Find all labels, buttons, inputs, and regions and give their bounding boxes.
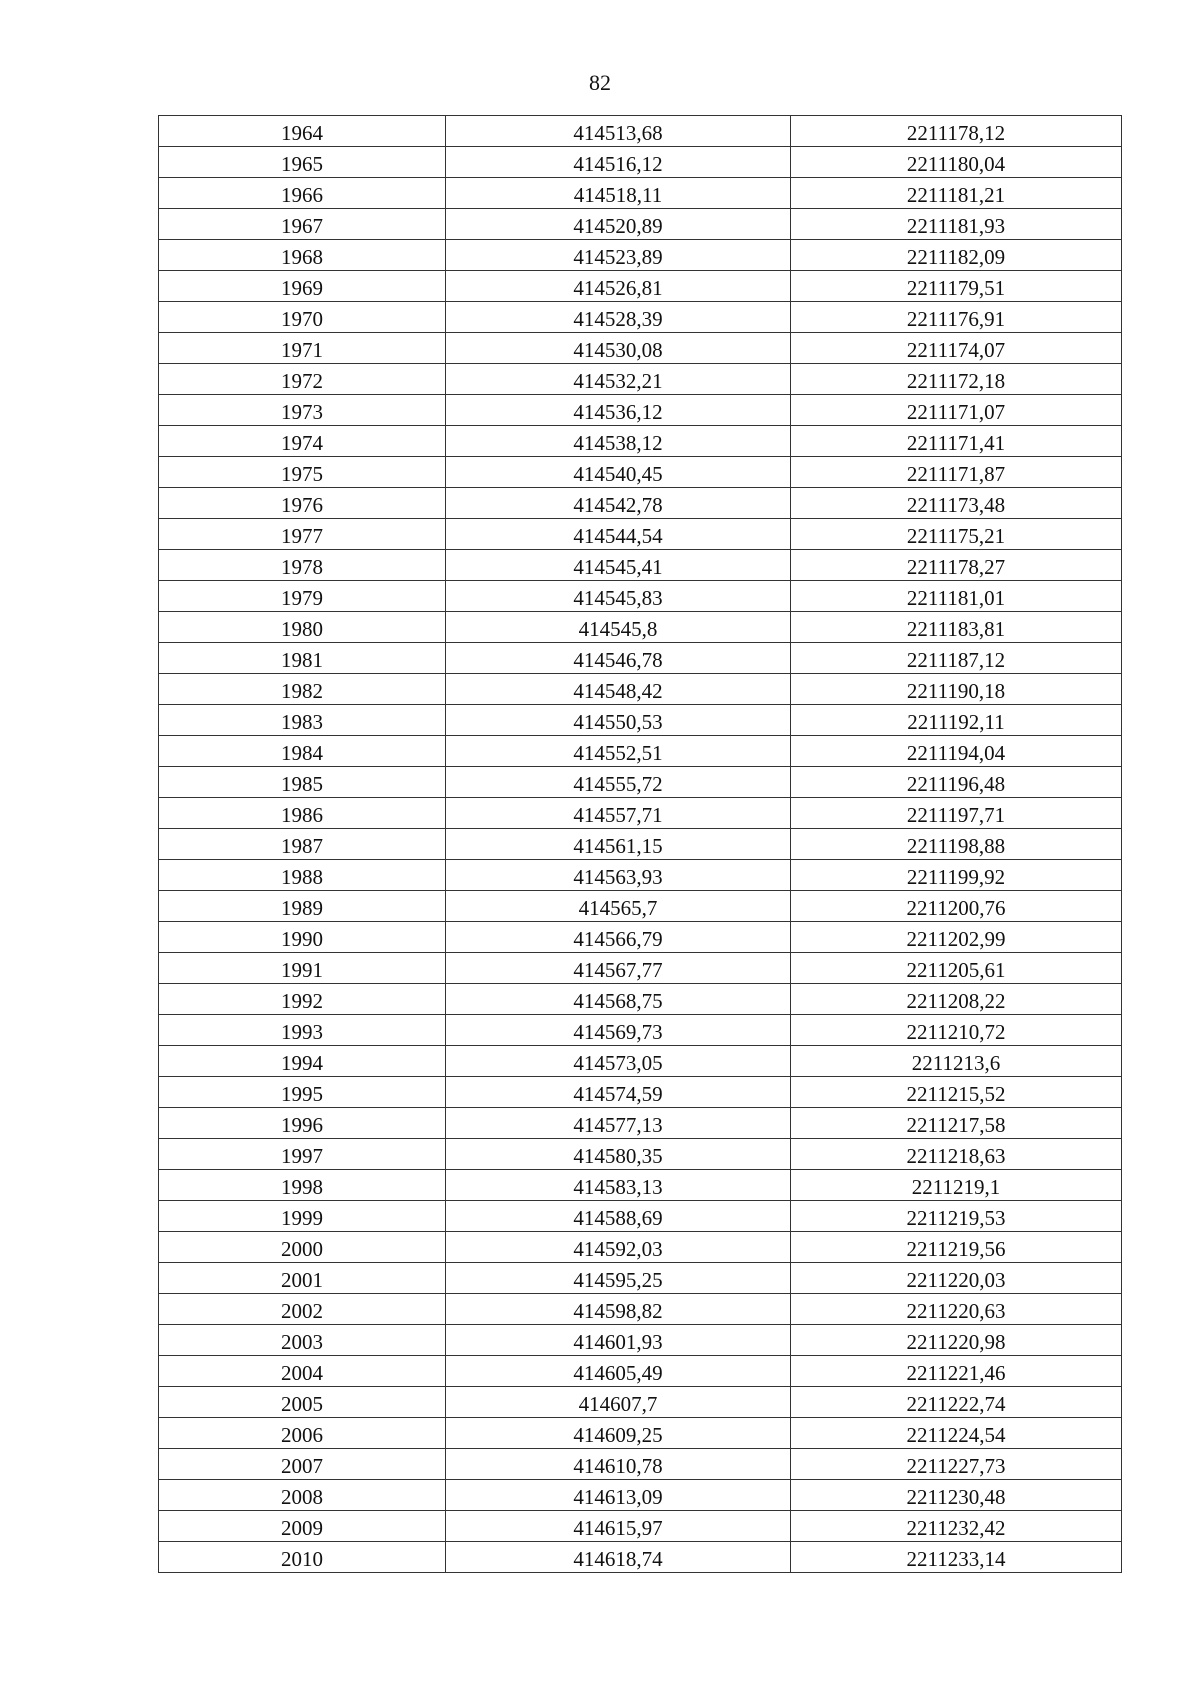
table-row: [159, 1108, 1122, 1139]
table-row: [159, 1263, 1122, 1294]
point-number-cell: 1983: [159, 705, 446, 736]
x-coordinate-cell: 414567,77: [446, 953, 791, 984]
x-coordinate-cell: 414580,35: [446, 1139, 791, 1170]
y-coordinate-cell: 2211220,63: [791, 1294, 1122, 1325]
point-number-cell: 1984: [159, 736, 446, 767]
point-number-cell: 1969: [159, 271, 446, 302]
point-number-cell: 2006: [159, 1418, 446, 1449]
table-row: [159, 1418, 1122, 1449]
y-coordinate-cell: 2211174,07: [791, 333, 1122, 364]
table-row: [159, 798, 1122, 829]
y-coordinate-cell: 2211205,61: [791, 953, 1122, 984]
point-number-cell: 1996: [159, 1108, 446, 1139]
x-coordinate-cell: 414569,73: [446, 1015, 791, 1046]
x-coordinate-cell: 414532,21: [446, 364, 791, 395]
x-coordinate-cell: 414530,08: [446, 333, 791, 364]
table-row: [159, 1077, 1122, 1108]
x-coordinate-cell: 414607,7: [446, 1387, 791, 1418]
point-number-cell: 1982: [159, 674, 446, 705]
table-row: [159, 1294, 1122, 1325]
x-coordinate-cell: 414592,03: [446, 1232, 791, 1263]
x-coordinate-cell: 414610,78: [446, 1449, 791, 1480]
point-number-cell: 2010: [159, 1542, 446, 1573]
x-coordinate-cell: 414542,78: [446, 488, 791, 519]
y-coordinate-cell: 2211196,48: [791, 767, 1122, 798]
point-number-cell: 1987: [159, 829, 446, 860]
table-row: [159, 1201, 1122, 1232]
y-coordinate-cell: 2211198,88: [791, 829, 1122, 860]
point-number-cell: 1997: [159, 1139, 446, 1170]
y-coordinate-cell: 2211220,03: [791, 1263, 1122, 1294]
x-coordinate-cell: 414523,89: [446, 240, 791, 271]
point-number-cell: 1979: [159, 581, 446, 612]
y-coordinate-cell: 2211179,51: [791, 271, 1122, 302]
y-coordinate-cell: 2211230,48: [791, 1480, 1122, 1511]
table-row: [159, 674, 1122, 705]
table-row: [159, 1325, 1122, 1356]
table-row: [159, 767, 1122, 798]
point-number-cell: 1975: [159, 457, 446, 488]
x-coordinate-cell: 414588,69: [446, 1201, 791, 1232]
y-coordinate-cell: 2211227,73: [791, 1449, 1122, 1480]
y-coordinate-cell: 2211176,91: [791, 302, 1122, 333]
y-coordinate-cell: 2211224,54: [791, 1418, 1122, 1449]
x-coordinate-cell: 414601,93: [446, 1325, 791, 1356]
y-coordinate-cell: 2211190,18: [791, 674, 1122, 705]
y-coordinate-cell: 2211217,58: [791, 1108, 1122, 1139]
y-coordinate-cell: 2211173,48: [791, 488, 1122, 519]
point-number-cell: 1968: [159, 240, 446, 271]
x-coordinate-cell: 414618,74: [446, 1542, 791, 1573]
x-coordinate-cell: 414566,79: [446, 922, 791, 953]
y-coordinate-cell: 2211202,99: [791, 922, 1122, 953]
table-row: [159, 860, 1122, 891]
x-coordinate-cell: 414548,42: [446, 674, 791, 705]
y-coordinate-cell: 2211181,01: [791, 581, 1122, 612]
y-coordinate-cell: 2211213,6: [791, 1046, 1122, 1077]
point-number-cell: 1976: [159, 488, 446, 519]
table-row: [159, 178, 1122, 209]
y-coordinate-cell: 2211219,56: [791, 1232, 1122, 1263]
point-number-cell: 1980: [159, 612, 446, 643]
x-coordinate-cell: 414561,15: [446, 829, 791, 860]
x-coordinate-cell: 414609,25: [446, 1418, 791, 1449]
y-coordinate-cell: 2211171,41: [791, 426, 1122, 457]
x-coordinate-cell: 414538,12: [446, 426, 791, 457]
x-coordinate-cell: 414568,75: [446, 984, 791, 1015]
point-number-cell: 2002: [159, 1294, 446, 1325]
table-row: [159, 1232, 1122, 1263]
y-coordinate-cell: 2211178,12: [791, 116, 1122, 147]
y-coordinate-cell: 2211208,22: [791, 984, 1122, 1015]
point-number-cell: 2001: [159, 1263, 446, 1294]
table-row: [159, 1511, 1122, 1542]
table-row: [159, 550, 1122, 581]
table-row: [159, 519, 1122, 550]
point-number-cell: 1986: [159, 798, 446, 829]
y-coordinate-cell: 2211219,53: [791, 1201, 1122, 1232]
point-number-cell: 1988: [159, 860, 446, 891]
y-coordinate-cell: 2211232,42: [791, 1511, 1122, 1542]
y-coordinate-cell: 2211219,1: [791, 1170, 1122, 1201]
table-row: [159, 1387, 1122, 1418]
y-coordinate-cell: 2211199,92: [791, 860, 1122, 891]
y-coordinate-cell: 2211200,76: [791, 891, 1122, 922]
table-row: [159, 953, 1122, 984]
point-number-cell: 2005: [159, 1387, 446, 1418]
page-number: 82: [589, 70, 611, 95]
point-number-cell: 1967: [159, 209, 446, 240]
table-row: [159, 395, 1122, 426]
table-row: [159, 364, 1122, 395]
table-row: [159, 302, 1122, 333]
y-coordinate-cell: 2211178,27: [791, 550, 1122, 581]
y-coordinate-cell: 2211181,93: [791, 209, 1122, 240]
point-number-cell: 1972: [159, 364, 446, 395]
point-number-cell: 1998: [159, 1170, 446, 1201]
x-coordinate-cell: 414552,51: [446, 736, 791, 767]
point-number-cell: 1989: [159, 891, 446, 922]
point-number-cell: 1995: [159, 1077, 446, 1108]
x-coordinate-cell: 414595,25: [446, 1263, 791, 1294]
x-coordinate-cell: 414520,89: [446, 209, 791, 240]
point-number-cell: 1991: [159, 953, 446, 984]
table-row: [159, 1542, 1122, 1573]
point-number-cell: 2008: [159, 1480, 446, 1511]
x-coordinate-cell: 414545,83: [446, 581, 791, 612]
point-number-cell: 1992: [159, 984, 446, 1015]
y-coordinate-cell: 2211215,52: [791, 1077, 1122, 1108]
point-number-cell: 1990: [159, 922, 446, 953]
point-number-cell: 1981: [159, 643, 446, 674]
table-row: [159, 209, 1122, 240]
table-row: [159, 829, 1122, 860]
x-coordinate-cell: 414546,78: [446, 643, 791, 674]
table-row: [159, 333, 1122, 364]
y-coordinate-cell: 2211183,81: [791, 612, 1122, 643]
y-coordinate-cell: 2211210,72: [791, 1015, 1122, 1046]
x-coordinate-cell: 414573,05: [446, 1046, 791, 1077]
point-number-cell: 2000: [159, 1232, 446, 1263]
table-row: [159, 1170, 1122, 1201]
x-coordinate-cell: 414615,97: [446, 1511, 791, 1542]
point-number-cell: 1965: [159, 147, 446, 178]
point-number-cell: 2007: [159, 1449, 446, 1480]
y-coordinate-cell: 2211181,21: [791, 178, 1122, 209]
x-coordinate-cell: 414545,41: [446, 550, 791, 581]
table-row: [159, 1139, 1122, 1170]
table-row: [159, 891, 1122, 922]
table-row: [159, 984, 1122, 1015]
point-number-cell: 1966: [159, 178, 446, 209]
table-row: [159, 1449, 1122, 1480]
table-row: [159, 147, 1122, 178]
x-coordinate-cell: 414613,09: [446, 1480, 791, 1511]
y-coordinate-cell: 2211171,07: [791, 395, 1122, 426]
y-coordinate-cell: 2211194,04: [791, 736, 1122, 767]
table-row: [159, 1015, 1122, 1046]
x-coordinate-cell: 414605,49: [446, 1356, 791, 1387]
x-coordinate-cell: 414574,59: [446, 1077, 791, 1108]
table-row: [159, 612, 1122, 643]
x-coordinate-cell: 414598,82: [446, 1294, 791, 1325]
x-coordinate-cell: 414577,13: [446, 1108, 791, 1139]
x-coordinate-cell: 414528,39: [446, 302, 791, 333]
coordinates-table-body: [159, 116, 1122, 1573]
x-coordinate-cell: 414550,53: [446, 705, 791, 736]
point-number-cell: 1971: [159, 333, 446, 364]
table-row: [159, 922, 1122, 953]
table-row: [159, 1356, 1122, 1387]
point-number-cell: 1964: [159, 116, 446, 147]
table-row: [159, 581, 1122, 612]
table-row: [159, 426, 1122, 457]
table-row: [159, 271, 1122, 302]
point-number-cell: 2004: [159, 1356, 446, 1387]
point-number-cell: 1985: [159, 767, 446, 798]
y-coordinate-cell: 2211192,11: [791, 705, 1122, 736]
table-row: [159, 240, 1122, 271]
x-coordinate-cell: 414583,13: [446, 1170, 791, 1201]
x-coordinate-cell: 414565,7: [446, 891, 791, 922]
point-number-cell: 1999: [159, 1201, 446, 1232]
x-coordinate-cell: 414536,12: [446, 395, 791, 426]
table-row: [159, 643, 1122, 674]
table-row: [159, 116, 1122, 147]
y-coordinate-cell: 2211172,18: [791, 364, 1122, 395]
x-coordinate-cell: 414563,93: [446, 860, 791, 891]
y-coordinate-cell: 2211171,87: [791, 457, 1122, 488]
y-coordinate-cell: 2211222,74: [791, 1387, 1122, 1418]
table-row: [159, 488, 1122, 519]
point-number-cell: 2009: [159, 1511, 446, 1542]
y-coordinate-cell: 2211175,21: [791, 519, 1122, 550]
point-number-cell: 1970: [159, 302, 446, 333]
point-number-cell: 1978: [159, 550, 446, 581]
table-row: [159, 1480, 1122, 1511]
y-coordinate-cell: 2211233,14: [791, 1542, 1122, 1573]
x-coordinate-cell: 414540,45: [446, 457, 791, 488]
y-coordinate-cell: 2211221,46: [791, 1356, 1122, 1387]
point-number-cell: 1994: [159, 1046, 446, 1077]
y-coordinate-cell: 2211187,12: [791, 643, 1122, 674]
point-number-cell: 1973: [159, 395, 446, 426]
x-coordinate-cell: 414518,11: [446, 178, 791, 209]
table-row: [159, 1046, 1122, 1077]
y-coordinate-cell: 2211220,98: [791, 1325, 1122, 1356]
point-number-cell: 1974: [159, 426, 446, 457]
x-coordinate-cell: 414544,54: [446, 519, 791, 550]
coordinates-table: [158, 115, 1122, 1573]
table-row: [159, 705, 1122, 736]
x-coordinate-cell: 414557,71: [446, 798, 791, 829]
point-number-cell: 1977: [159, 519, 446, 550]
point-number-cell: 1993: [159, 1015, 446, 1046]
table-row: [159, 736, 1122, 767]
point-number-cell: 2003: [159, 1325, 446, 1356]
y-coordinate-cell: 2211197,71: [791, 798, 1122, 829]
y-coordinate-cell: 2211180,04: [791, 147, 1122, 178]
table-row: [159, 457, 1122, 488]
y-coordinate-cell: 2211182,09: [791, 240, 1122, 271]
x-coordinate-cell: 414526,81: [446, 271, 791, 302]
y-coordinate-cell: 2211218,63: [791, 1139, 1122, 1170]
x-coordinate-cell: 414513,68: [446, 116, 791, 147]
x-coordinate-cell: 414555,72: [446, 767, 791, 798]
x-coordinate-cell: 414545,8: [446, 612, 791, 643]
x-coordinate-cell: 414516,12: [446, 147, 791, 178]
